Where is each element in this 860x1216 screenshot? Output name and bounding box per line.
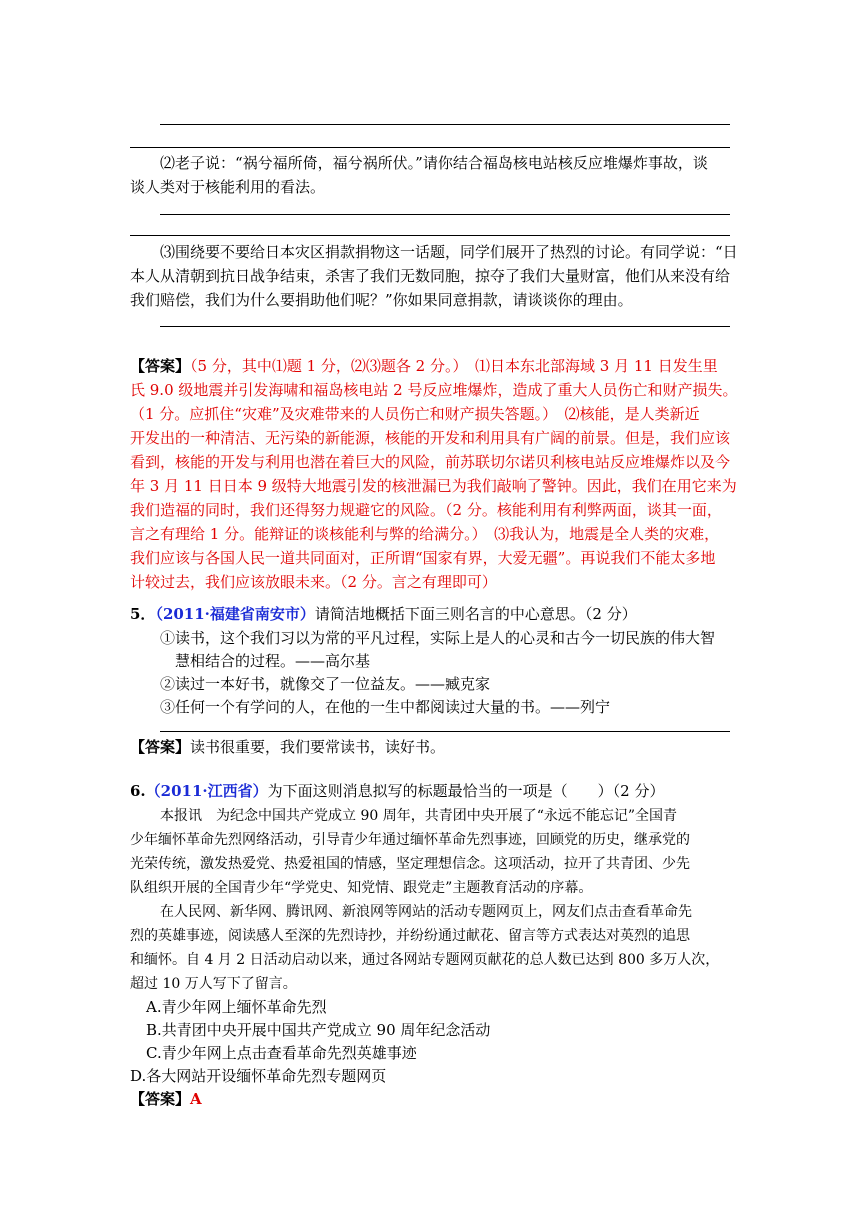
- passage-line: 光荣传统，激发热爱党、热爱祖国的情感，坚定理想信念。这项活动，拉开了共青团、少先: [130, 856, 690, 872]
- q6-answer: [130, 1088, 202, 1110]
- question-prompt: 请简洁地概括下面三则名言的中心意思。（2 分）: [314, 605, 637, 623]
- question-source: （2011·福建省南安市）: [155, 605, 315, 623]
- answer-text: A: [190, 1090, 202, 1108]
- q4-sub3-line: 我们赔偿，我们为什么要捐助他们呢？”你如果同意捐款，请谈谈你的理由。: [130, 291, 633, 309]
- q5-heading: [130, 603, 637, 625]
- answer-text: 看到，核能的开发与利用也潜在着巨大的风险，前苏联切尔诺贝利核电站反应堆爆炸以及今: [130, 453, 731, 471]
- answer-text: 开发出的一种清洁、无污染的新能源，核能的开发和利用具有广阔的前景。但是，我们应该: [130, 429, 731, 447]
- answer-text: 氏 9.0 级地震并引发海啸和福岛核电站 2 号反应堆爆炸，造成了重大人员伤亡和财产损失。: [130, 381, 738, 399]
- answer-text: （1 分。应抓住“灾难”及灾难带来的人员伤亡和财产损失答题。） ⑵核能，是人类新近: [130, 405, 700, 423]
- quote-line: ②读过一本好书，就像交了一位益友。——臧克家: [160, 675, 491, 693]
- passage-line: 本报讯 为纪念中国共产党成立 90 周年，共青团中央开展了“永远不能忘记”全国青: [160, 808, 678, 824]
- answer-label: 【答案】: [130, 357, 191, 375]
- answer-label: 【答案】: [130, 1090, 191, 1108]
- section-divider: [130, 235, 730, 236]
- section-divider: [130, 147, 730, 148]
- option-c: C.青少年网上点击查看革命先烈英雄事迹: [146, 1044, 417, 1062]
- q4-sub2-line: ⑵老子说：“祸兮福所倚，福兮祸所伏。”请你结合福岛核电站核反应堆爆炸事故，谈: [160, 154, 708, 172]
- question-number: 6.: [130, 782, 146, 800]
- option-b: B.共青团中央开展中国共产党成立 90 周年纪念活动: [146, 1021, 491, 1039]
- question-prompt: 为下面这则消息拟写的标题最恰当的一项是（ ）（2 分）: [267, 782, 665, 800]
- passage-line: 和缅怀。自 4 月 2 日活动启动以来，通过各网站专题网页献花的总人数已达到 800 多万人次，: [130, 952, 720, 968]
- answer-text: 我们应该与各国人民一道共同面对，正所谓“国家有界，大爱无疆”。再说我们不能太多地: [130, 549, 716, 567]
- passage-line: 超过 10 万人写下了留言。: [130, 976, 297, 992]
- answer-blank-line: [160, 326, 730, 327]
- passage-line: 烈的英雄事迹，阅读感人至深的先烈诗抄，并纷纷通过献花、留言等方式表达对英烈的追思: [130, 928, 690, 944]
- answer-text: （5 分，其中⑴题 1 分，⑵⑶题各 2 分。） ⑴日本东北部海域 3 月 11 日发生里: [190, 357, 718, 375]
- answer-text: 言之有理给 1 分。能辩证的谈核能利与弊的给满分。） ⑶我认为，地震是全人类的灾难，: [130, 525, 720, 543]
- passage-line: 在人民网、新华网、腾讯网、新浪网等网站的活动专题网页上，网友们点击查看革命先: [160, 904, 692, 920]
- q5-answer: [130, 736, 445, 758]
- q4-answer-first-line: [130, 355, 718, 377]
- answer-text: 我们造福的同时，我们还得努力规避它的风险。（2 分。核能利用有利弊两面，谈其一面，: [130, 501, 722, 519]
- answer-blank-line: [160, 214, 730, 215]
- q6-heading: [130, 780, 664, 802]
- answer-blank-line: [160, 731, 730, 732]
- passage-line: 队组织开展的全国青少年“学党史、知党情、跟党走”主题教育活动的序幕。: [130, 880, 593, 896]
- q4-sub3-line: 本人从清朝到抗日战争结束，杀害了我们无数同胞，掠夺了我们大量财富，他们从来没有给: [130, 267, 731, 285]
- question-number: 5．: [130, 605, 156, 623]
- answer-text: 年 3 月 11 日日本 9 级特大地震引发的核泄漏已为我们敲响了警钟。因此，我们在用它来为: [130, 477, 737, 495]
- quote-line: 慧相结合的过程。——高尔基: [175, 652, 371, 670]
- question-source: （2011·江西省）: [145, 782, 268, 800]
- answer-blank-line: [160, 124, 730, 125]
- passage-line: 少年缅怀革命先烈网络活动，引导青少年通过缅怀革命先烈事迹，回顾党的历史，继承党的: [130, 832, 690, 848]
- option-a: A.青少年网上缅怀革命先烈: [146, 998, 327, 1016]
- quote-line: ③任何一个有学问的人，在他的一生中都阅读过大量的书。——列宁: [160, 698, 611, 716]
- option-d: D.各大网站开设缅怀革命先烈专题网页: [130, 1067, 387, 1085]
- answer-label: 【答案】: [130, 738, 191, 756]
- answer-text: 读书很重要，我们要常读书，读好书。: [190, 738, 446, 756]
- q4-sub2-line: 谈人类对于核能利用的看法。: [130, 178, 326, 196]
- quote-line: ①读书，这个我们习以为常的平凡过程，实际上是人的心灵和古今一切民族的伟大智: [160, 629, 716, 647]
- answer-text: 计较过去，我们应该放眼未来。（2 分。言之有理即可）: [130, 573, 497, 591]
- q4-sub3-line: ⑶围绕要不要给日本灾区捐款捐物这一话题，同学们展开了热烈的讨论。有同学说：“日: [160, 243, 738, 261]
